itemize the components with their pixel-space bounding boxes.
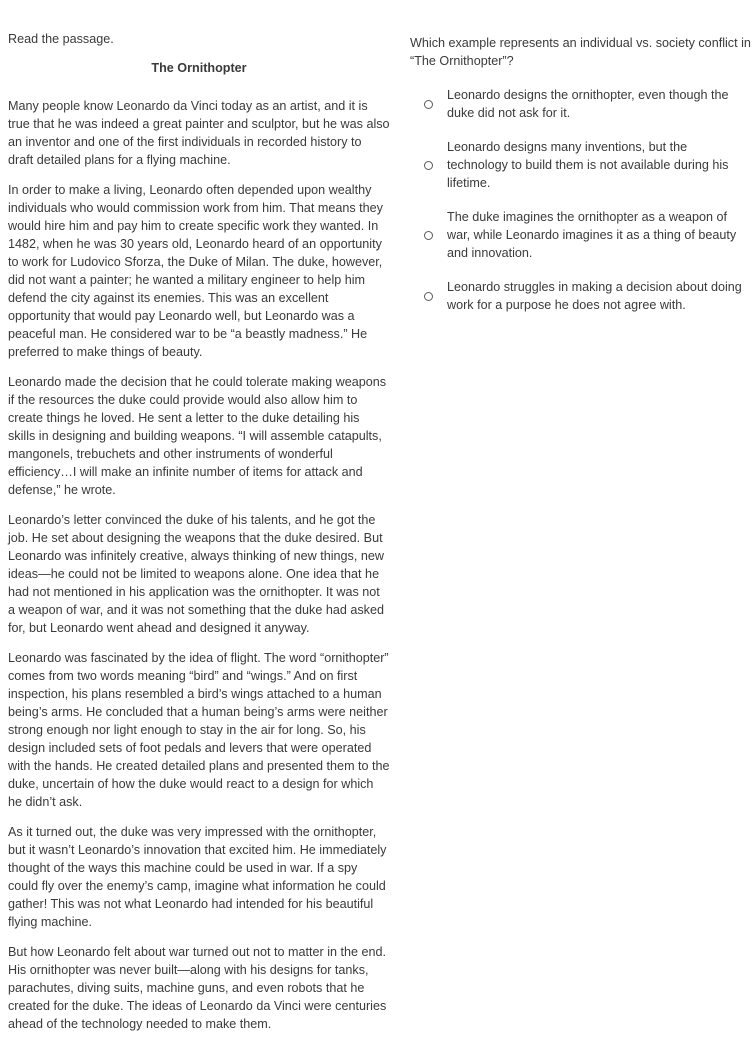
answer-option-b[interactable]	[424, 138, 756, 192]
answer-option-label[interactable]: The duke imagines the ornithopter as a weapon of war, while Leonardo imagines it as a thing of beauty and innovation.	[447, 210, 737, 260]
answer-option-d[interactable]	[424, 278, 756, 314]
passage-paragraph-5: Leonardo was fascinated by the idea of flight. The word “ornithopter” comes from two words meaning “bird” and “wings.” And on first inspection, his plans resembled a bird’s wings attached to a human being’s arms. He concluded that a human being’s arms were neither strong enough nor light enough to stay in the air for long. So, his design included sets of foot pedals and levers that were operated with the hands. He created detailed plans and presented them to the duke, uncertain of how the duke would react to a design for which he didn’t ask.	[8, 651, 390, 809]
passage-panel	[8, 30, 390, 1045]
answer-option-label[interactable]: Leonardo designs the ornithopter, even though the duke did not ask for it.	[447, 88, 729, 120]
passage-paragraph-6: As it turned out, the duke was very impressed with the ornithopter, but it wasn’t Leonardo’s innovation that excited him. He immediately thought of the ways this machine could be used in war. If a spy could fly over the enemy’s camp, imagine what information he could gather! This was not what Leonardo had intended for his beautiful flying machine.	[8, 825, 387, 929]
passage-paragraph-7: But how Leonardo felt about war turned out not to matter in the end. His ornithopter was never built—along with his designs for tanks, parachutes, diving suits, machine guns, and even robots that he created for the duke. The ideas of Leonardo da Vinci were centuries ahead of the technology needed to make them.	[8, 945, 387, 1031]
radio-button-icon[interactable]	[424, 292, 433, 301]
answer-option-c[interactable]	[424, 208, 756, 262]
answer-option-a[interactable]	[424, 86, 756, 122]
question-prompt: Which example represents an individual vs. society conflict in “The Ornithopter”?	[410, 36, 751, 68]
passage-paragraph-4: Leonardo’s letter convinced the duke of his talents, and he got the job. He set about designing the weapons that the duke desired. But Leonardo was infinitely creative, always thinking of new things, new ideas—he could not be limited to weapons alone. One idea that he had not mentioned in his application was the ornithopter. It was not a weapon of war, and it was not something that the duke had asked for, but Leonardo went ahead and designed it anyway.	[8, 513, 384, 635]
passage-paragraph-2: In order to make a living, Leonardo often depended upon wealthy individuals who would commission work from him. That means they would hire him and pay him to create specific work they wanted. In 1482, when he was 30 years old, Leonardo heard of an opportunity to work for Ludovico Sforza, the Duke of Milan. The duke, however, did not want a painter; he wanted a military engineer to help him defend the city against its enemies. This was an excellent opportunity that would pay Leonardo well, but Leonardo was a peaceful man. He considered war to be “a beastly madness.” He preferred to make things of beauty.	[8, 183, 383, 359]
radio-button-icon[interactable]	[424, 231, 433, 240]
radio-button-icon[interactable]	[424, 161, 433, 170]
passage-title: The Ornithopter	[151, 61, 247, 75]
question-panel	[410, 34, 756, 330]
radio-button-icon[interactable]	[424, 100, 433, 109]
answer-option-label[interactable]: Leonardo designs many inventions, but the technology to build them is not available during his lifetime.	[447, 140, 729, 190]
instruction-text: Read the passage.	[8, 32, 114, 46]
passage-paragraph-3: Leonardo made the decision that he could tolerate making weapons if the resources the duke could provide would also allow him to create things he loved. He sent a letter to the duke detailing his skills in designing and building weapons. “I will assemble catapults, mangonels, trebuchets and other instruments of wonderful efficiency…I will make an infinite number of items for attack and defense,” he wrote.	[8, 375, 387, 497]
passage-paragraph-1: Many people know Leonardo da Vinci today as an artist, and it is true that he was indeed a great painter and sculptor, but he was also an inventor and one of the first individuals in recorded history to draft detailed plans for a flying machine.	[8, 99, 390, 167]
answer-option-label[interactable]: Leonardo struggles in making a decision about doing work for a purpose he does not agree with.	[447, 280, 742, 312]
